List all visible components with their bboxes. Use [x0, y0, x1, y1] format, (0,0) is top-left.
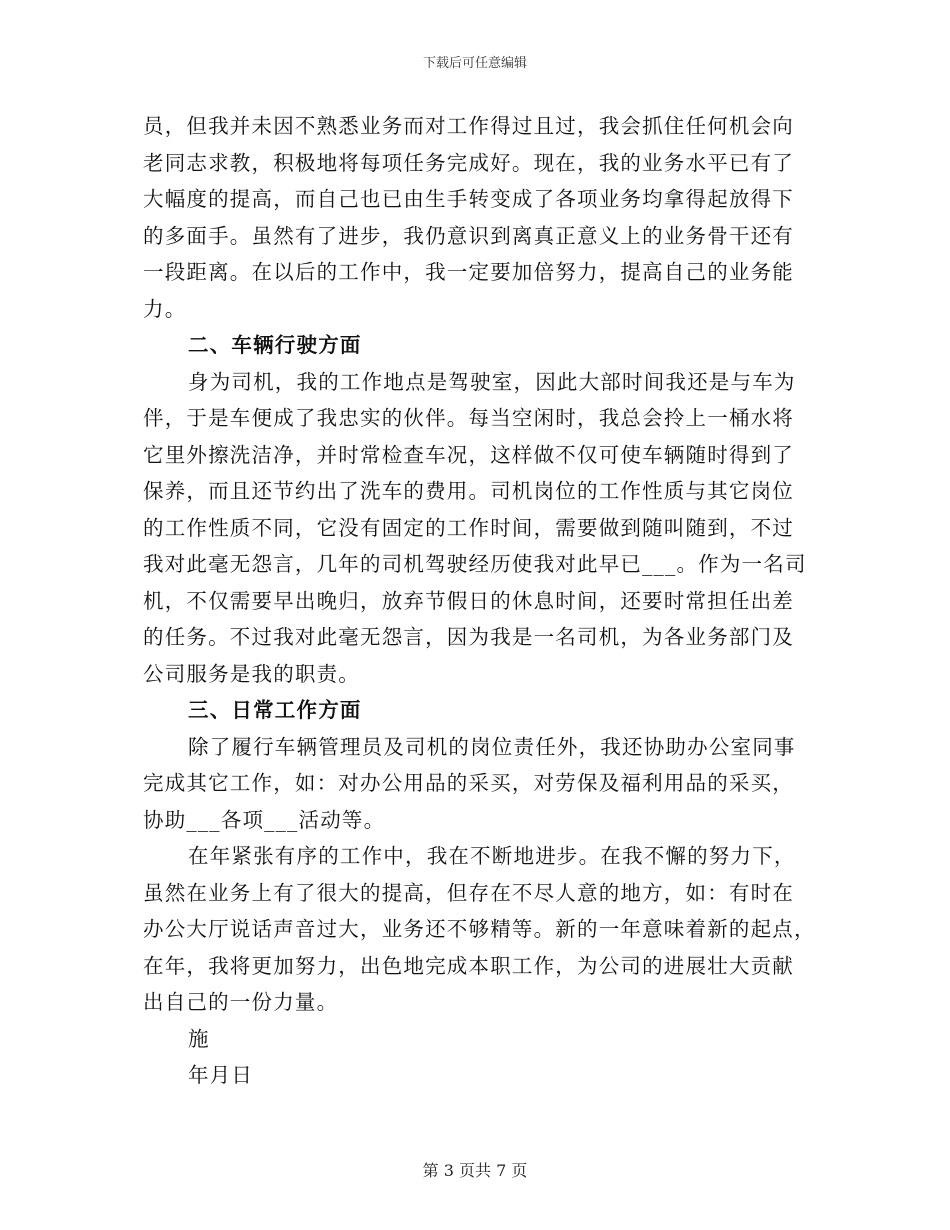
text-line: 在年，我将更加努力，出色地完成本职工作，为公司的进展壮大贡献 [143, 953, 794, 978]
text-line: 出自己的一份力量。 [143, 990, 339, 1014]
text-line: 力。 [143, 296, 187, 321]
text-line: 除了履行车辆管理员及司机的岗位责任外，我还协助办公室同事 [188, 734, 796, 759]
text-line: 办公大厅说话声音过大，业务还不够精等。新的一年意味着新的起点， [143, 917, 816, 941]
text-line: 员，但我并未因不熟悉业务而对工作得过且过，我会抓住任何机会向 [143, 114, 794, 138]
text-line: 机，不仅需要早出晚归，放弃节假日的休息时间，还要时常担任出差 [143, 588, 794, 613]
text-line: 一段距离。在以后的工作中，我一定要加倍努力，提高自己的业务能 [143, 260, 794, 284]
text-line: 的工作性质不同，它没有固定的工作时间，需要做到随叫随到，不过 [143, 515, 794, 540]
text-line: 在年紧张有序的工作中，我在不断地进步。在我不懈的努力下， [188, 844, 796, 868]
page-footer: 第 3 页共 7 页 [422, 1161, 528, 1180]
text-line: 完成其它工作，如：对办公用品的采买，对劳保及福利用品的采买， [143, 771, 794, 795]
text-line: 伴，于是车便成了我忠实的伙伴。每当空闲时，我总会拎上一桶水将 [143, 406, 794, 430]
text-line: 施 [188, 1026, 210, 1051]
text-line: 的任务。不过我对此毫无怨言，因为我是一名司机，为各业务部门及 [143, 625, 794, 649]
text-line: 它里外擦洗洁净，并时常检查车况，这样做不仅可使车辆随时得到了 [143, 442, 794, 467]
text-line: 的多面手。虽然有了进步，我仍意识到离真正意义上的业务骨干还有 [143, 223, 794, 248]
page-header: 下载后可任意编辑 [422, 56, 527, 71]
text-line: 老同志求教，积极地将每项任务完成好。现在，我的业务水平已有了 [143, 150, 794, 175]
text-line: 保养，而且还节约出了洗车的费用。司机岗位的工作性质与其它岗位 [143, 479, 794, 503]
section-heading: 二、车辆行驶方面 [188, 333, 362, 357]
text-line: 我对此毫无怨言，几年的司机驾驶经历使我对此早已___。作为一名司 [143, 552, 807, 576]
text-line: 协助___各项___活动等。 [143, 807, 386, 832]
text-line: 大幅度的提高，而自己也已由生手转变成了各项业务均拿得起放得下 [143, 187, 794, 211]
text-line: 虽然在业务上有了很大的提高，但存在不尽人意的地方，如：有时在 [143, 880, 794, 905]
section-heading: 三、日常工作方面 [188, 698, 362, 722]
text-line: 年月日 [188, 1063, 254, 1087]
text-line: 公司服务是我的职责。 [143, 661, 360, 686]
text-line: 身为司机，我的工作地点是驾驶室，因此大部时间我还是与车为 [188, 369, 796, 394]
document-body [143, 108, 816, 1094]
